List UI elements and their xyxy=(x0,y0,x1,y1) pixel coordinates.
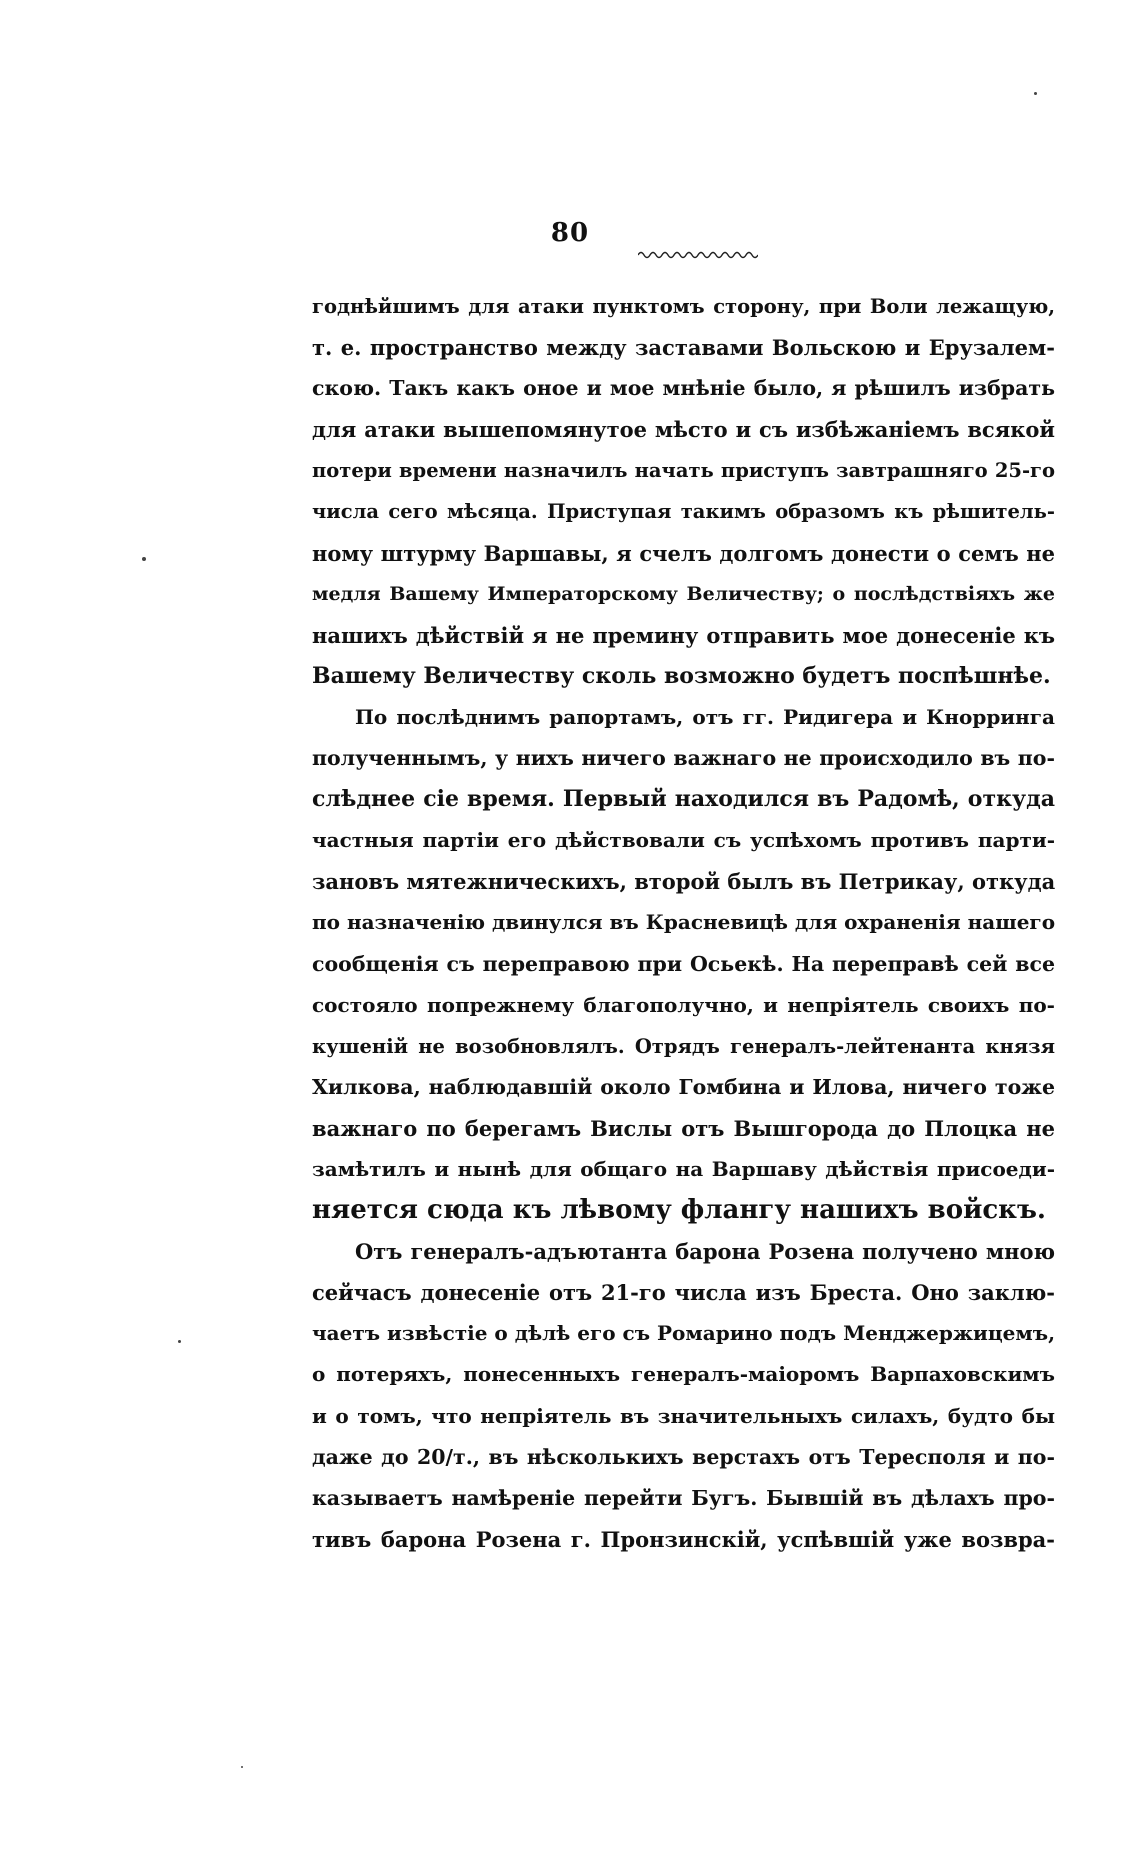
text-line: тивъ барона Розена г. Пронзинскій, успѣвшій уже возвра- xyxy=(312,1526,1055,1552)
text-line: няется сюда къ лѣвому флангу нашихъ войскъ. xyxy=(312,1195,1046,1226)
text-line: скою. Такъ какъ оное и мое мнѣніе было, я рѣшилъ избрать xyxy=(312,376,1055,401)
text-line: годнѣйшимъ для атаки пунктомъ сторону, при Воли лежащую, xyxy=(312,295,1055,318)
text-line: медля Вашему Императорскому Величеству; о послѣдствіяхъ же xyxy=(312,582,1055,605)
text-line: состояло попрежнему благополучно, и непріятель своихъ по- xyxy=(312,992,1055,1017)
text-line: потери времени назначилъ начать приступъ завтрашняго 25-го xyxy=(312,459,1055,483)
text-line: т. е. пространство между заставами Вольскою и Ерузалем- xyxy=(312,335,1055,361)
wavy-rule-ornament xyxy=(638,250,758,260)
text-line: частныя партіи его дѣйствовали съ успѣхомъ противъ парти- xyxy=(312,828,1055,853)
text-line: зановъ мятежническихъ, второй былъ въ Петрикау, откуда xyxy=(312,869,1056,895)
text-line: слѣднее сіе время. Первый находился въ Радомѣ, откуда xyxy=(312,786,1055,813)
scan-speck xyxy=(142,557,146,561)
scan-speck xyxy=(241,1766,243,1768)
text-line: По послѣднимъ рапортамъ, отъ гг. Ридигера и Кнорринга xyxy=(355,704,1055,729)
scan-speck xyxy=(178,1340,181,1343)
text-line: даже до 20/т., въ нѣсколькихъ верстахъ отъ Тересполя и по- xyxy=(312,1444,1055,1469)
text-line: сообщенія съ переправою при Осьекѣ. На переправѣ сей все xyxy=(312,951,1055,976)
text-line: о потеряхъ, понесенныхъ генералъ-маіоромъ Варпаховскимъ xyxy=(312,1362,1055,1387)
text-line: важнаго по берегамъ Вислы отъ Вышгорода до Плоцка не xyxy=(312,1115,1055,1141)
text-line: Вашему Величеству сколь возможно будетъ поспѣшнѣе. xyxy=(312,662,1051,689)
text-line: по назначенію двинулся въ Красневицѣ для охраненія нашего xyxy=(312,910,1056,935)
text-line: для атаки вышепомянутое мѣсто и съ избѣжаніемъ всякой xyxy=(312,417,1055,443)
text-line: казываетъ намѣреніе перейти Бугъ. Бывшій въ дѣлахъ про- xyxy=(312,1485,1055,1510)
text-line: Отъ генералъ-адъютанта барона Розена получено мною xyxy=(355,1239,1055,1265)
text-line: числа сего мѣсяца. Приступая такимъ образомъ къ рѣшитель- xyxy=(312,500,1055,524)
page-number: 80 xyxy=(550,218,590,248)
body-text xyxy=(312,286,1055,1560)
text-line: нашихъ дѣйствій я не премину отправить мое донесеніе къ xyxy=(312,622,1055,648)
text-line: полученнымъ, у нихъ ничего важнаго не происходило въ по- xyxy=(312,746,1055,771)
text-line: ному штурму Варшавы, я счелъ долгомъ донести о семъ не xyxy=(312,540,1055,566)
text-line: чаетъ извѣстіе о дѣлѣ его съ Ромарино подъ Менджержицемъ, xyxy=(312,1321,1056,1346)
text-line: Хилкова, наблюдавшій около Гомбина и Илова, ничего тоже xyxy=(312,1074,1055,1099)
text-line: кушеній не возобновлялъ. Отрядъ генералъ-лейтенанта князя xyxy=(312,1034,1055,1058)
scan-speck xyxy=(1034,92,1037,95)
text-line: сейчасъ донесеніе отъ 21-го числа изъ Бреста. Оно заклю- xyxy=(312,1280,1055,1306)
text-line: и о томъ, что непріятель въ значительныхъ силахъ, будто бы xyxy=(312,1403,1055,1428)
text-line: замѣтилъ и нынѣ для общаго на Варшаву дѣйствія присоеди- xyxy=(312,1156,1055,1181)
